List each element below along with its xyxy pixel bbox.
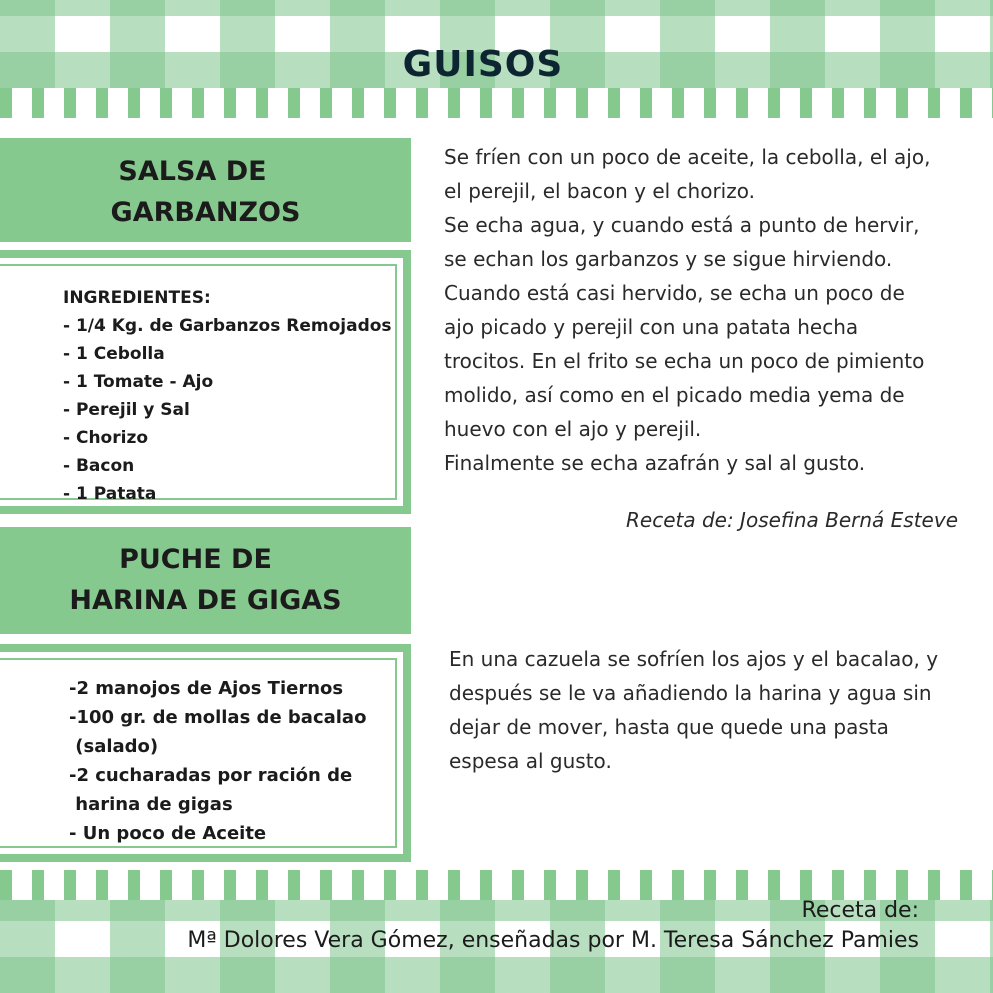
ingredient-item: - 1 Tomate - Ajo [63, 372, 214, 392]
recipe2-title-line2: HARINA DE GIGAS [69, 585, 342, 616]
ingredient-item: - 1/4 Kg. de Garbanzos Remojados [63, 316, 392, 336]
instruction-line: molido, así como en el picado media yema de [444, 383, 905, 407]
recipe1-title-line2: GARBANZOS [110, 197, 301, 228]
ingredient-item: - Chorizo [63, 428, 149, 448]
ingredient-item: -2 cucharadas por ración de [69, 765, 353, 786]
footer-credit [187, 896, 919, 956]
recipe1-title-line1: SALSA DE [118, 156, 267, 187]
instruction-line: ajo picado y perejil con una patata hecha [444, 315, 859, 339]
footer-credit-line2: Mª Dolores Vera Gómez, enseñadas por M. Teresa Sánchez Pamies [187, 928, 919, 953]
recipe2-instructions [449, 642, 989, 778]
instruction-line: Cuando está casi hervido, se echa un poco de [444, 281, 905, 305]
recipe1-ingredients-box [0, 250, 411, 514]
footer-credit-line1: Receta de: [801, 898, 919, 923]
recipe1-instructions [444, 140, 984, 480]
ingredient-item: - Perejil y Sal [63, 400, 190, 420]
ingredient-item: -2 manojos de Ajos Tiernos [69, 678, 344, 699]
recipe2-title-line1: PUCHE DE [119, 544, 272, 575]
page-title: GUISOS [402, 44, 564, 85]
instruction-line: dejar de mover, hasta que quede una pasta [449, 715, 889, 739]
instruction-line: Se echa agua, y cuando está a punto de hervir, [444, 213, 920, 237]
ingredient-item: -100 gr. de mollas de bacalao [69, 707, 367, 728]
ingredient-item: (salado) [69, 736, 159, 757]
dashed-border-top [0, 88, 993, 118]
recipe2-ingredients-box [0, 644, 411, 862]
instruction-line: En una cazuela se sofríen los ajos y el bacalao, y [449, 647, 939, 671]
recipe1-credit: Receta de: Josefina Berná Esteve [626, 508, 959, 532]
instruction-line: espesa al gusto. [449, 749, 612, 773]
ingredient-item: - 1 Patata [63, 484, 157, 504]
instruction-line: se echan los garbanzos y se sigue hirviendo. [444, 247, 893, 271]
ingredient-item: - Un poco de Aceite [69, 823, 267, 844]
instruction-line: el perejil, el bacon y el chorizo. [444, 179, 755, 203]
instruction-line: después se le va añadiendo la harina y agua sin [449, 681, 932, 705]
instruction-line: Finalmente se echa azafrán y sal al gusto. [444, 451, 866, 475]
ingredient-item: - 1 Cebolla [63, 344, 165, 364]
ingredient-item: INGREDIENTES: [63, 288, 211, 308]
instruction-line: trocitos. En el frito se echa un poco de pimiento [444, 349, 925, 373]
recipe2-title [0, 527, 411, 634]
recipe1-ingredients-list [63, 284, 392, 508]
instruction-line: Se fríen con un poco de aceite, la cebolla, el ajo, [444, 145, 931, 169]
ingredient-item: - Bacon [63, 456, 135, 476]
recipe2-ingredients-list [69, 674, 366, 848]
recipe1-title [0, 138, 411, 242]
ingredient-item: harina de gigas [69, 794, 233, 815]
instruction-line: huevo con el ajo y perejil. [444, 417, 702, 441]
